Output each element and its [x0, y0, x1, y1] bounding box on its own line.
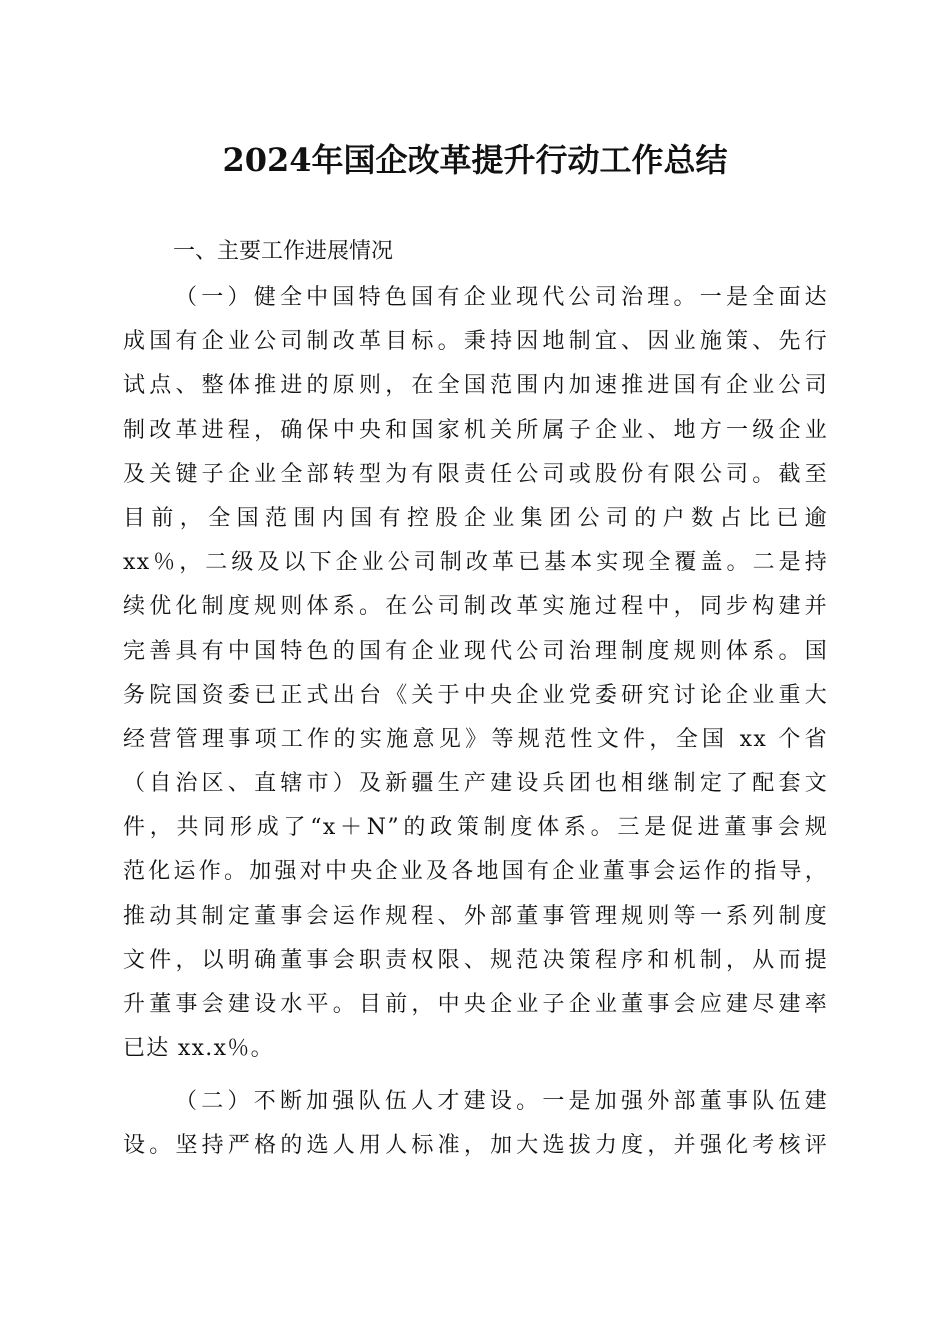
paragraph-line: 成国有企业公司制改革目标。秉持因地制宜、因业施策、先行 — [123, 329, 828, 355]
paragraph-line: 及关键子企业全部转型为有限责任公司或股份有限公司。截至 — [123, 461, 828, 487]
paragraph-2 — [123, 1080, 828, 1168]
paragraph-line: 范化运作。加强对中央企业及各地国有企业董事会运作的指导， — [123, 859, 828, 885]
document-title: 2024年国企改革提升行动工作总结 — [222, 141, 728, 179]
paragraph-1 — [123, 276, 828, 1071]
paragraph-line: 完善具有中国特色的国有企业现代公司治理制度规则体系。国 — [123, 638, 828, 664]
paragraph-line: 已达 xx.x％。 — [123, 1036, 274, 1062]
paragraph-line: 经营管理事项工作的实施意见》等规范性文件，全国 xx 个省 — [123, 726, 828, 752]
paragraph-line: （自治区、直辖市）及新疆生产建设兵团也相继制定了配套文 — [123, 771, 828, 797]
section-heading-1: 一、主要工作进展情况 — [173, 239, 394, 264]
paragraph-line: 推动其制定董事会运作规程、外部董事管理规则等一系列制度 — [123, 903, 828, 929]
paragraph-line: 文件，以明确董事会职责权限、规范决策程序和机制，从而提 — [123, 947, 828, 973]
paragraph-line: （二）不断加强队伍人才建设。一是加强外部董事队伍建 — [175, 1089, 828, 1114]
paragraph-line: 目前，全国范围内国有控股企业集团公司的户数占比已逾 — [123, 505, 828, 531]
paragraph-line: （一）健全中国特色国有企业现代公司治理。一是全面达 — [175, 285, 828, 310]
paragraph-line: xx％，二级及以下企业公司制改革已基本实现全覆盖。二是持 — [123, 550, 828, 576]
paragraph-line: 制改革进程，确保中央和国家机关所属子企业、地方一级企业 — [123, 417, 828, 443]
paragraph-line: 件，共同形成了“x＋N”的政策制度体系。三是促进董事会规 — [123, 815, 828, 841]
paragraph-line: 务院国资委已正式出台《关于中央企业党委研究讨论企业重大 — [123, 682, 828, 708]
paragraph-line: 试点、整体推进的原则，在全国范围内加速推进国有企业公司 — [123, 373, 828, 399]
paragraph-line: 续优化制度规则体系。在公司制改革实施过程中，同步构建并 — [123, 594, 828, 620]
paragraph-line: 设。坚持严格的选人用人标准，加大选拔力度，并强化考核评 — [123, 1133, 828, 1159]
paragraph-line: 升董事会建设水平。目前，中央企业子企业董事会应建尽建率 — [123, 992, 828, 1017]
